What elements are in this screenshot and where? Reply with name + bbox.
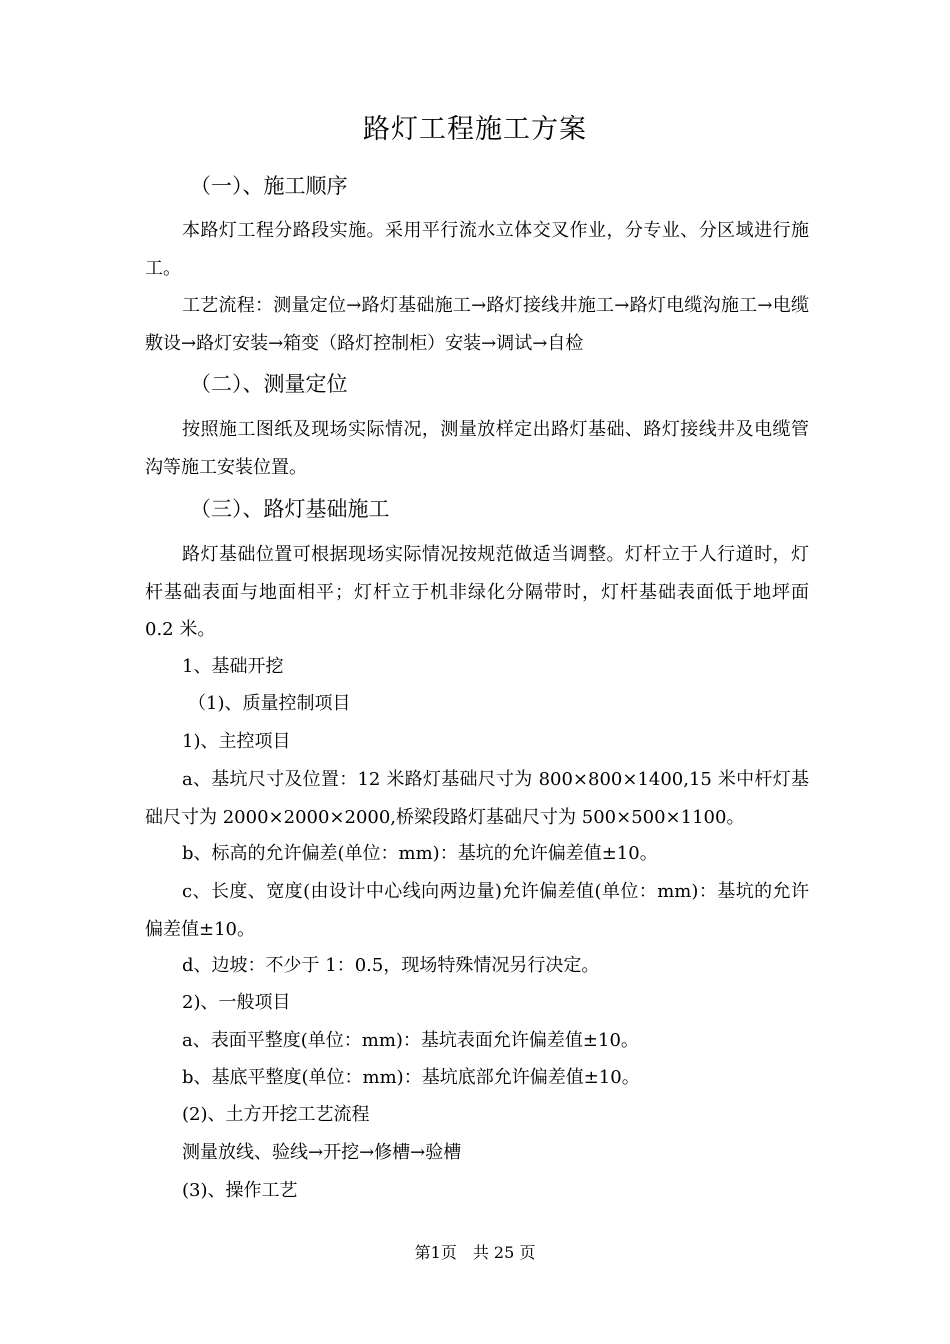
section-heading-2: （二）、测量定位 [190,372,348,396]
paragraph-survey: 按照施工图纸及现场实际情况，测量放样定出路灯基础、路灯接线井及电缆管沟等施工安装位置。 [145,419,809,478]
item-elevation-tolerance: b、标高的允许偏差(单位：mm)：基坑的允许偏差值±10。 [182,843,658,864]
item-surface-flatness: a、表面平整度(单位：mm)：基坑表面允许偏差值±10。 [182,1030,639,1051]
item-earthwork-process: (2)、土方开挖工艺流程 [182,1104,370,1125]
item-main-control: 1)、主控项目 [182,731,291,752]
item-process-steps: 测量放线、验线→开挖→修槽→验槽 [182,1142,462,1163]
item-base-flatness: b、基底平整度(单位：mm)：基坑底部允许偏差值±10。 [182,1067,640,1088]
item-pit-size: a、基坑尺寸及位置：12 米路灯基础尺寸为 800×800×1400,15 米中杆灯基础尺寸为 2000×2000×2000,桥梁段路灯基础尺寸为 500×500×1100。 [145,769,809,828]
item-general: 2)、一般项目 [182,992,291,1013]
item-slope: d、边坡：不少于 1：0.5，现场特殊情况另行决定。 [182,955,600,976]
item-quality-control: （1)、质量控制项目 [188,693,351,714]
item-operation: (3)、操作工艺 [182,1180,298,1201]
item-excavation: 1、基础开挖 [182,656,284,677]
section-heading-3: （三）、路灯基础施工 [190,497,390,521]
paragraph-construction-order: 本路灯工程分路段实施。采用平行流水立体交叉作业，分专业、分区域进行施工。 [145,220,809,279]
section-heading-1: （一）、施工顺序 [190,174,348,198]
paragraph-foundation: 路灯基础位置可根据现场实际情况按规范做适当调整。灯杆立于人行道时，灯杆基础表面与地面相平；灯杆立于机非绿化分隔带时，灯杆基础表面低于地坪面 0.2 米。 [145,544,809,640]
item-length-width-tolerance: c、长度、宽度(由设计中心线向两边量)允许偏差值(单位：mm)：基坑的允许偏差值±10。 [145,881,809,940]
paragraph-process-flow: 工艺流程：测量定位→路灯基础施工→路灯接线井施工→路灯电缆沟施工→电缆敷设→路灯安装→箱变（路灯控制柜）安装→调试→自检 [145,295,809,354]
document-title: 路灯工程施工方案 [363,114,587,145]
page-footer: 第1页 共 25 页 [414,1243,536,1262]
